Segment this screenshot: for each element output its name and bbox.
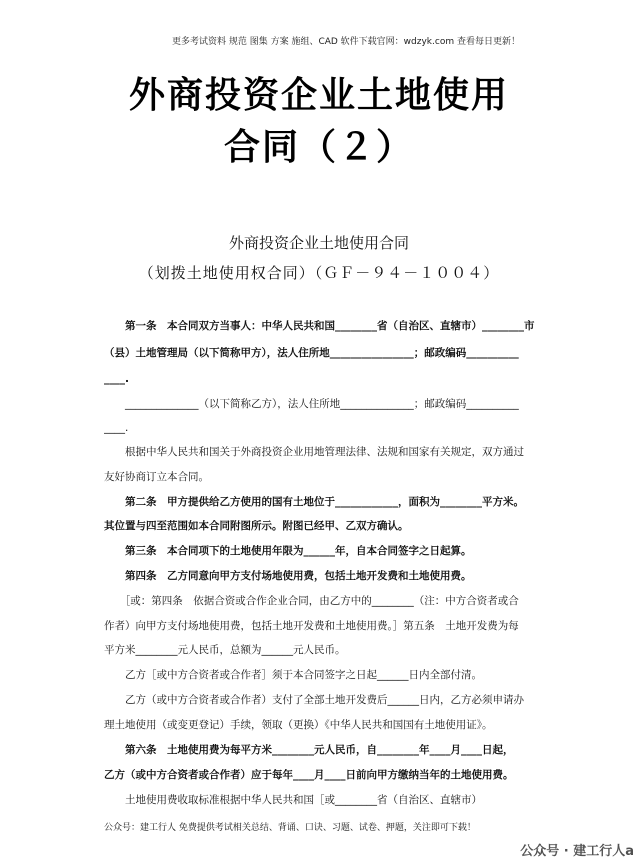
- paragraph-line: 第三条 本合同项下的土地使用年限为______年，自本合同签字之日起算。: [104, 545, 472, 557]
- paragraph-line: ____.: [104, 422, 129, 434]
- paragraph-line: （县）土地管理局（以下简称甲方），法人住所地________________；邮政编码__________: [104, 347, 519, 359]
- paragraph-line: 土地使用费收取标准根据中华人民共和国［或________省（自治区、直辖市）: [104, 794, 482, 806]
- footer-note: 公众号：建工行人 免费提供考试相关总结、背诵、口诀、习题、试卷、押题，关注即可下载！: [104, 823, 476, 833]
- document-title-line2: 合同（２）: [223, 126, 414, 168]
- paragraph-line: ______________（以下简称乙方），法人住所地______________；邮政编码__________: [104, 398, 519, 410]
- paragraph-line: 乙方（或中方合资者或合作者）支付了全部土地开发费后______日内，乙方必须申请办: [104, 694, 524, 706]
- subtitle-line1: 外商投资企业土地使用合同: [228, 234, 409, 252]
- document-title-line1: 外商投资企业土地使用: [128, 74, 509, 116]
- paragraph-line: 作者）向甲方支付场地使用费，包括土地开发费和土地使用费。］第五条 土地开发费为每: [104, 620, 519, 632]
- paragraph-line: 其位置与四至范围如本合同附图所示。附图已经甲、乙双方确认。: [104, 520, 409, 532]
- paragraph-line: 第一条 本合同双方当事人：中华人民共和国________省（自治区、直辖市）________市: [104, 320, 535, 332]
- paragraph-line: 理土地使用（或变更登记）手续，领取（更换）《中华人民共和国国有土地使用证》。: [104, 719, 493, 731]
- watermark: 公众号 · 建工行人a: [520, 844, 634, 859]
- top-banner: 更多考试资料 规范 图集 方案 施组、CAD 软件下载官网：wdzyk.com 查看每日更新！: [172, 37, 520, 47]
- subtitle-line2: （划拨土地使用权合同）（ＧＦ－９４－１００４）: [138, 264, 500, 282]
- paragraph-line: 根据中华人民共和国关于外商投资企业用地管理法律、法规和国家有关规定，双方通过: [104, 446, 524, 458]
- paragraph-line: 友好协商订立本合同。: [104, 471, 209, 483]
- paragraph-line: 第二条 甲方提供给乙方使用的国有土地位于____________，面积为________平方米。: [104, 496, 524, 508]
- paragraph-line: 第四条 乙方同意向甲方支付场地使用费，包括土地开发费和土地使用费。: [104, 570, 472, 582]
- paragraph-line: ［或：第四条 依据合资或合作企业合同，由乙方中的________（注：中方合资者或合: [104, 595, 519, 607]
- paragraph-line: 第六条 土地使用费为每平方米________元人民币，自________年____月____日起，: [104, 744, 514, 756]
- paragraph-line: ____.: [104, 373, 129, 385]
- paragraph-line: 乙方［或中方合资者或合作者］须于本合同签字之日起______日内全部付清。: [104, 669, 482, 681]
- paragraph-line: 乙方（或中方合资者或合作者）应于每年____月____日前向甲方缴纳当年的土地使用费。: [104, 769, 514, 781]
- paragraph-line: 平方米________元人民币，总额为______元人民币。: [104, 644, 346, 656]
